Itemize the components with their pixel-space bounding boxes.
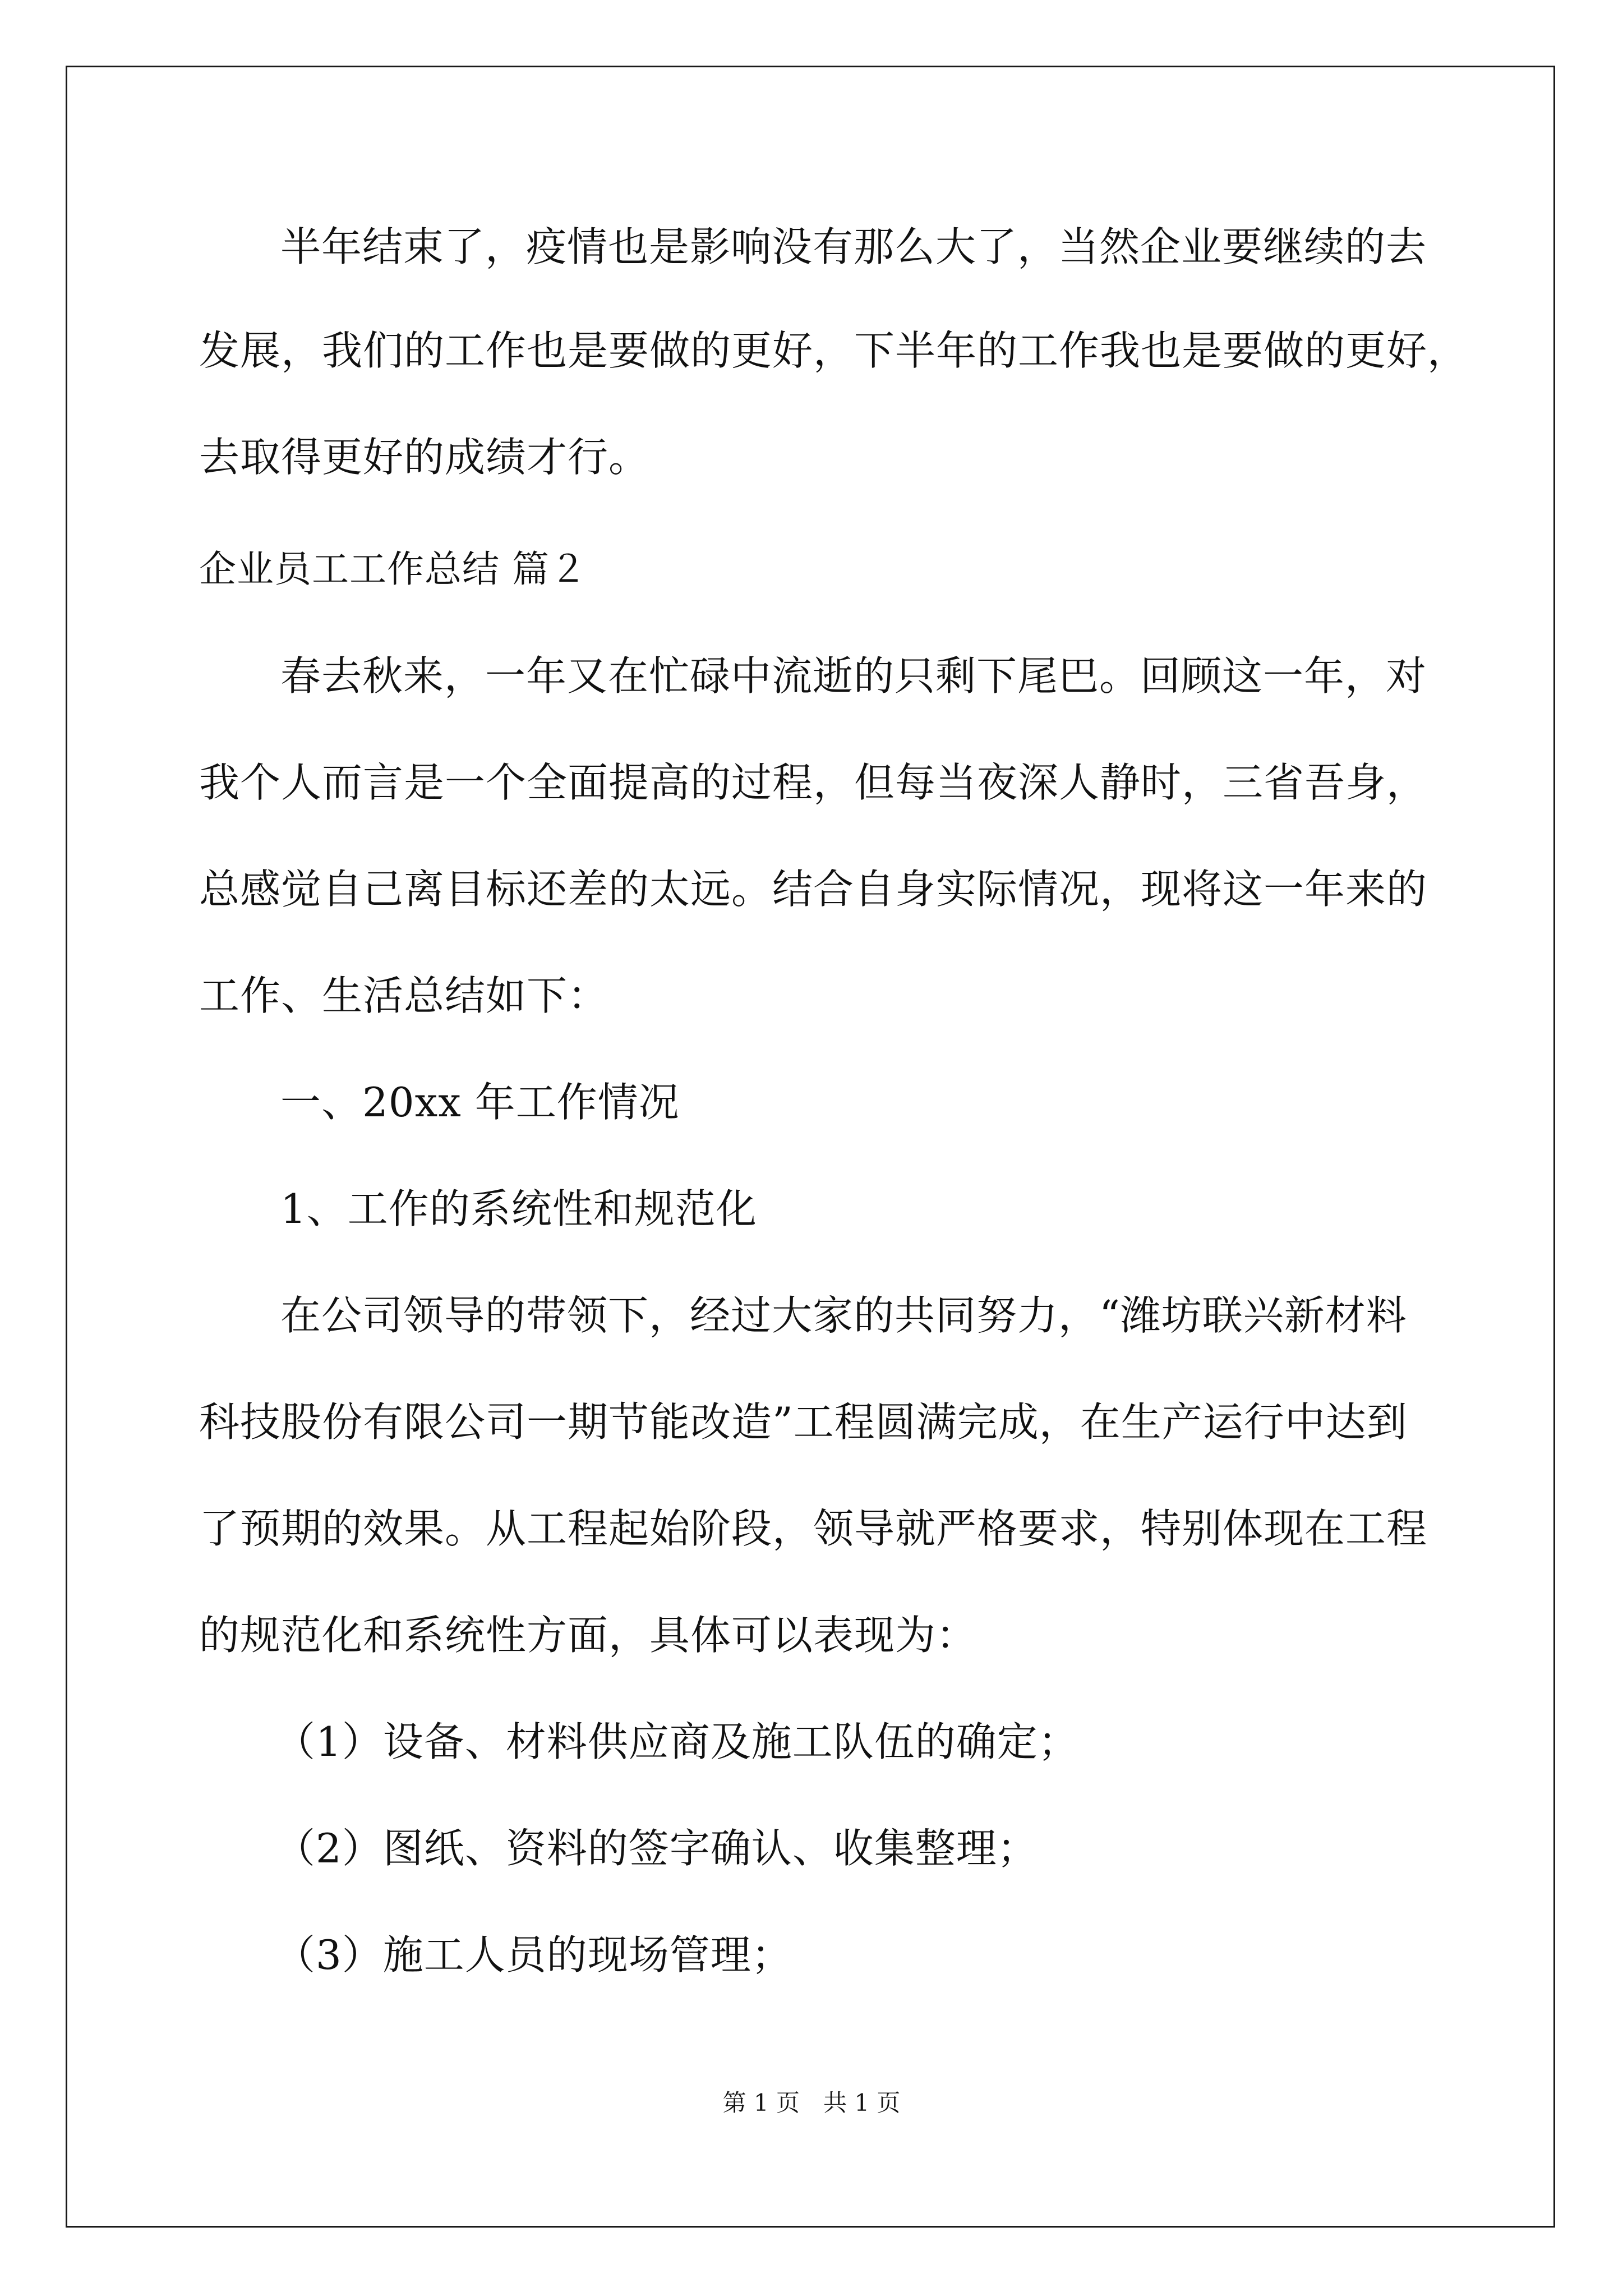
section-heading: 企业员工工作总结 篇２: [199, 547, 587, 591]
subsection-title: 1、工作的系统性和规范化: [280, 1185, 757, 1232]
paragraph-3-line-4: 的规范化和系统性方面，具体可以表现为：: [199, 1612, 978, 1659]
paragraph-1-line-3: 去取得更好的成绩才行。: [199, 434, 650, 481]
paragraph-1-line-1: 半年结束了，疫情也是影响没有那么大了，当然企业要继续的去: [280, 223, 1427, 270]
section-title: 一、20xx 年工作情况: [280, 1079, 680, 1126]
paragraph-1-line-2: 发展，我们的工作也是要做的更好，下半年的工作我也是要做的更好，: [199, 327, 1469, 374]
paragraph-2-line-3: 总感觉自己离目标还差的太远。结合自身实际情况，现将这一年来的: [199, 866, 1428, 913]
page-border: [66, 66, 1555, 2228]
list-item-1: （1）设备、材料供应商及施工队伍的确定；: [275, 1718, 1079, 1765]
list-item-3: （3）施工人员的现场管理；: [275, 1931, 792, 1978]
paragraph-3-line-1: 在公司领导的带领下，经过大家的共同努力，“潍坊联兴新材料: [280, 1292, 1407, 1339]
page-footer: 第 1 页 共 1 页: [722, 2089, 901, 2116]
list-item-2: （2）图纸、资料的签字确认、收集整理；: [275, 1825, 1038, 1872]
paragraph-3-line-3: 了预期的效果。从工程起始阶段，领导就严格要求，特别体现在工程: [199, 1505, 1428, 1552]
paragraph-2-line-1: 春去秋来，一年又在忙碌中流逝的只剩下尾巴。回顾这一年，对: [280, 652, 1427, 700]
paragraph-3-line-2: 科技股份有限公司一期节能改造”工程圆满完成，在生产运行中达到: [199, 1398, 1408, 1446]
paragraph-2-line-4: 工作、生活总结如下：: [199, 972, 609, 1019]
paragraph-2-line-2: 我个人而言是一个全面提高的过程，但每当夜深人静时，三省吾身，: [199, 759, 1428, 806]
